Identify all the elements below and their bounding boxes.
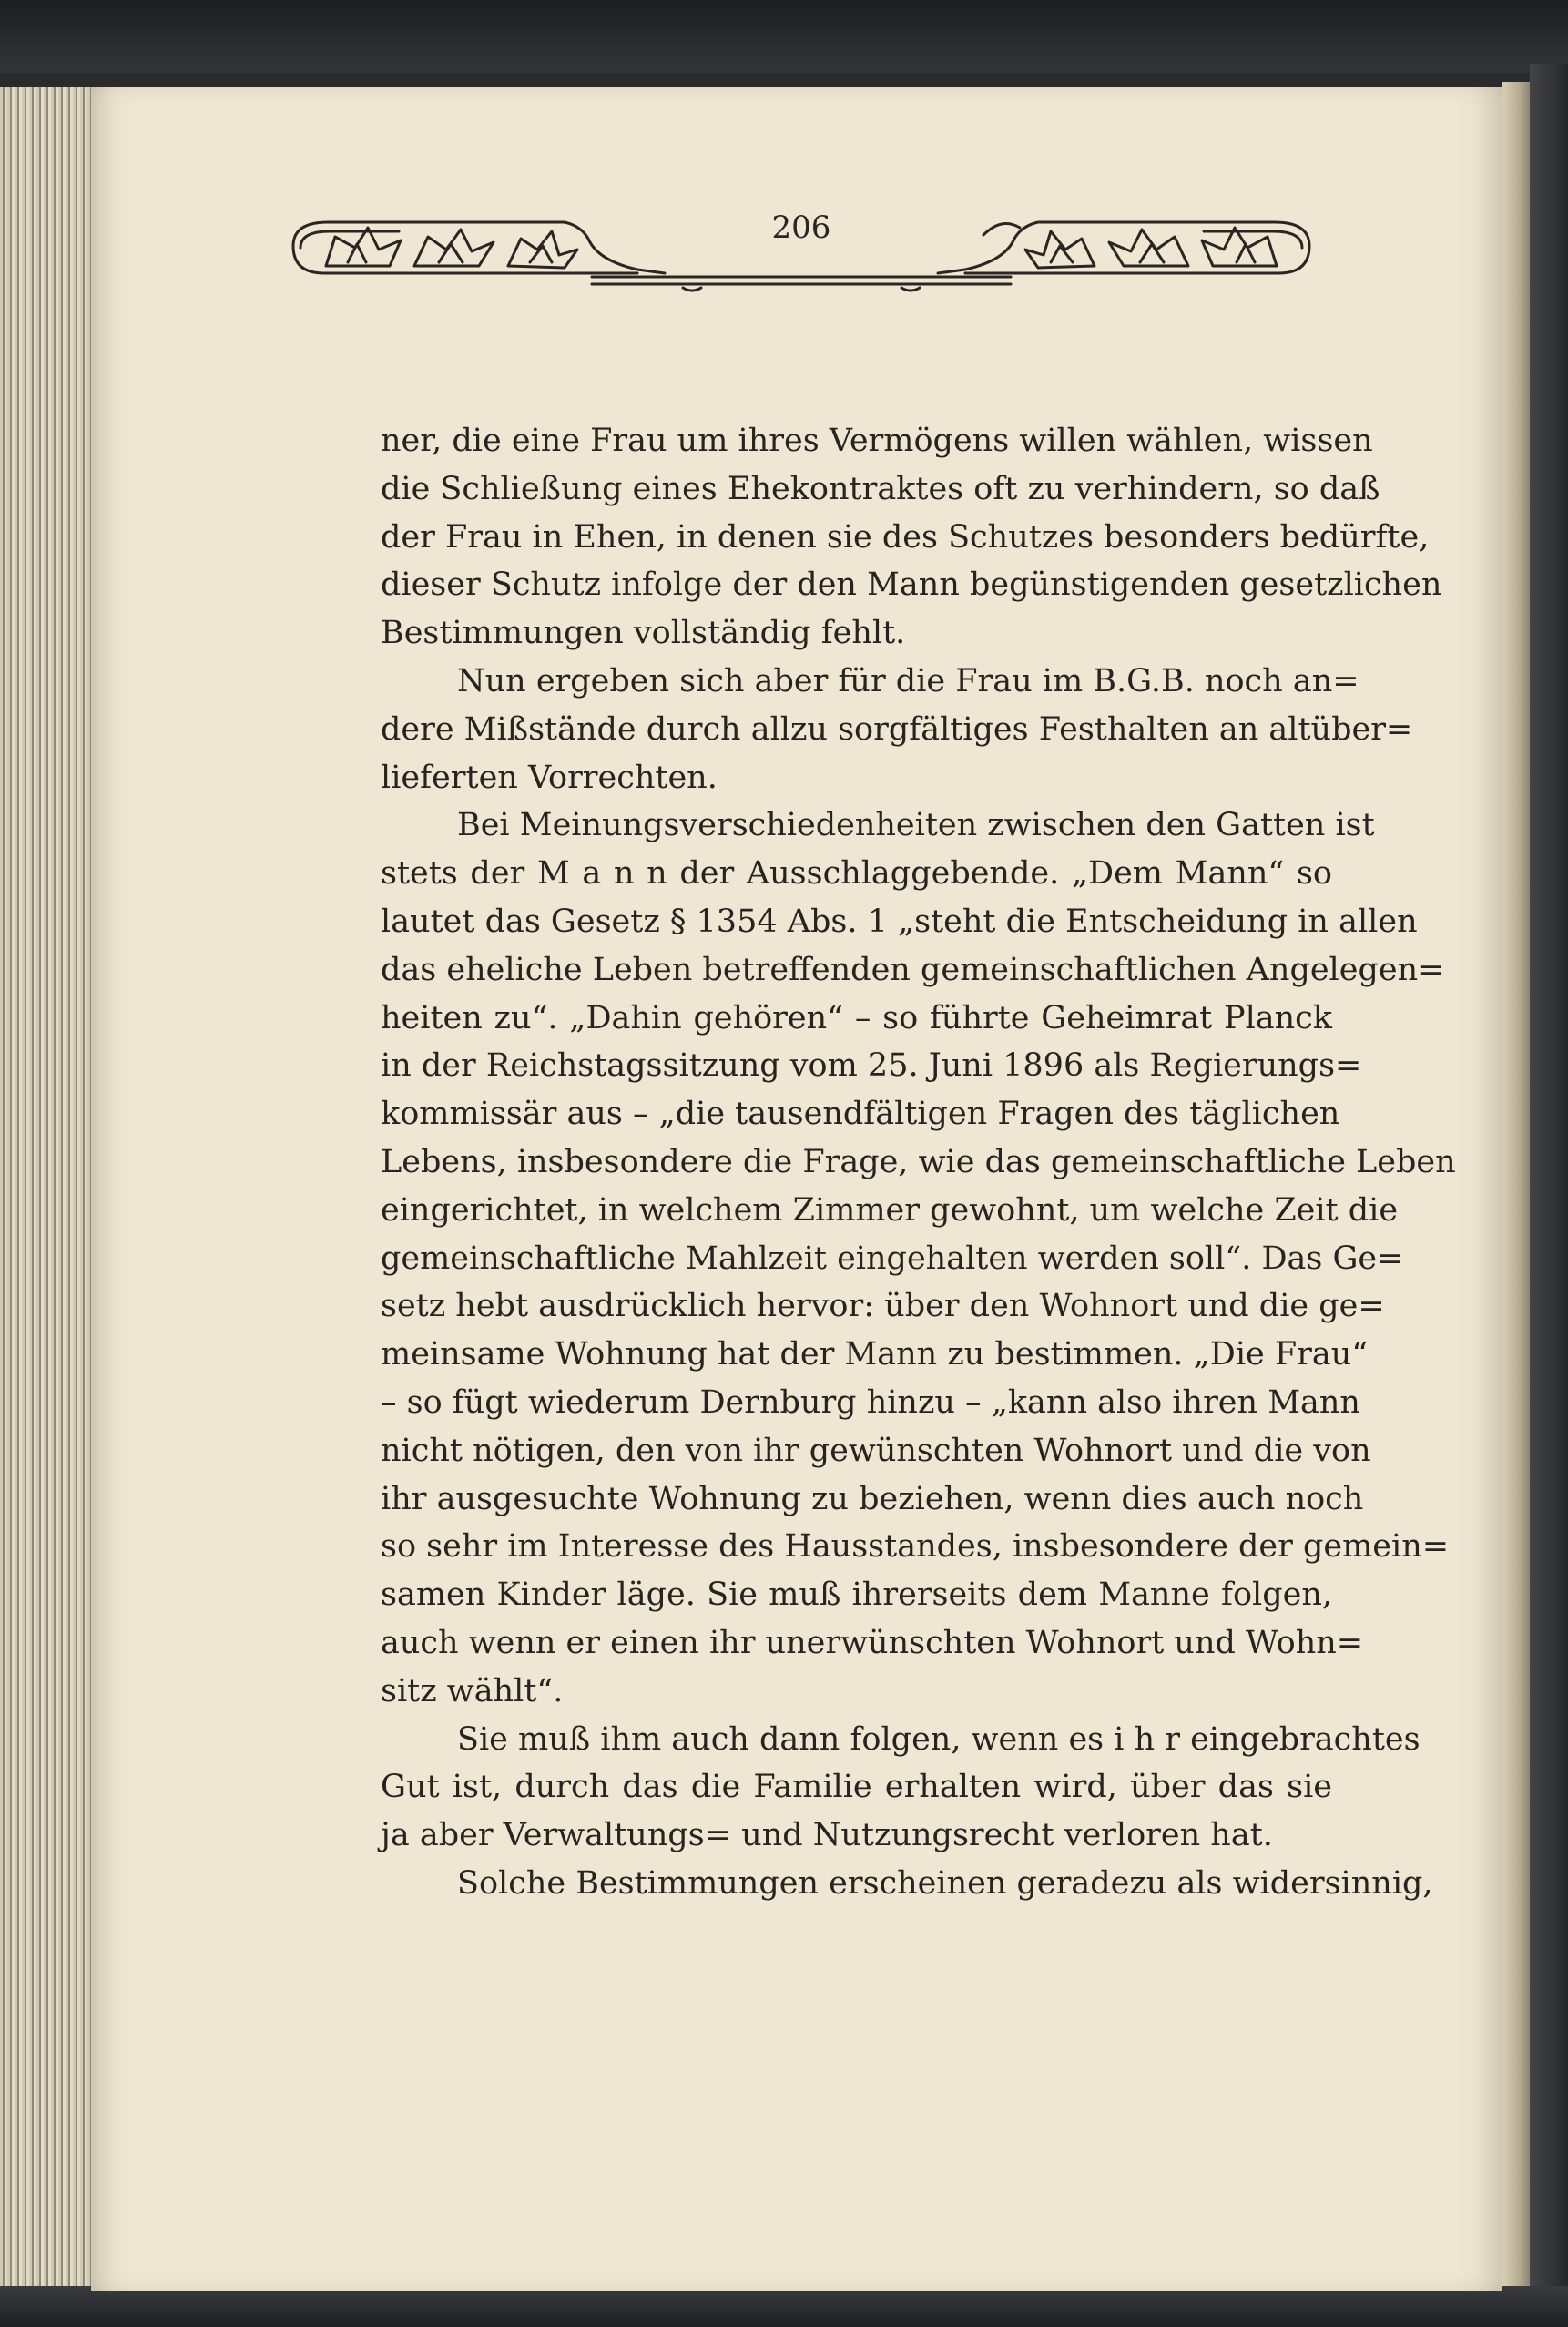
text-line: setz hebt ausdrücklich hervor: über den Wohnort und die ge= bbox=[381, 1288, 1385, 1325]
text-line: meinsame Wohnung hat der Mann zu bestimmen. „Die Frau“ bbox=[381, 1336, 1369, 1373]
text-line: Bei Meinungsverschiedenheiten zwischen den Gatten ist bbox=[457, 807, 1375, 844]
text-line: das eheliche Leben betreffenden gemeinschaftlichen Angelegen= bbox=[381, 951, 1445, 988]
text-line: Gut ist, durch das die Familie erhalten wird, über das sie bbox=[381, 1769, 1332, 1806]
body-text bbox=[381, 417, 1456, 1908]
text-line: Bestimmungen vollständig fehlt. bbox=[381, 615, 906, 652]
book-cover-top bbox=[0, 0, 1568, 73]
page-header bbox=[291, 209, 1311, 282]
text-line: gemeinschaftliche Mahlzeit eingehalten werden soll“. Das Ge= bbox=[381, 1240, 1404, 1277]
text-line: – so fügt wiederum Dernburg hinzu – „kann also ihren Mann bbox=[381, 1383, 1360, 1421]
text-line: lautet das Gesetz § 1354 Abs. 1 „steht die Entscheidung in allen bbox=[381, 903, 1418, 940]
text-line: ja aber Verwaltungs= und Nutzungsrecht verloren hat. bbox=[381, 1817, 1273, 1854]
text-line: Nun ergeben sich aber für die Frau im B.G.B. noch an= bbox=[457, 662, 1359, 699]
book-cover-right bbox=[1530, 64, 1568, 2295]
text-line: sitz wählt“. bbox=[381, 1672, 564, 1710]
text-line: ihr ausgesuchte Wohnung zu beziehen, wenn dies auch noch bbox=[381, 1480, 1364, 1517]
text-line: Solche Bestimmungen erscheinen geradezu als widersinnig, bbox=[457, 1864, 1433, 1902]
text-line: samen Kinder läge. Sie muß ihrerseits dem Manne folgen, bbox=[381, 1577, 1332, 1614]
book-cover-bottom bbox=[0, 2286, 1568, 2327]
text-line: ner, die eine Frau um ihres Vermögens willen wählen, wissen bbox=[381, 423, 1373, 459]
text-line: stets der M a n n der Ausschlaggebende. „Dem Mann“ so bbox=[381, 855, 1332, 893]
text-line: so sehr im Interesse des Hausstandes, insbesondere der gemein= bbox=[381, 1528, 1450, 1566]
text-line: lieferten Vorrechten. bbox=[381, 759, 718, 796]
text-line: die Schließung eines Ehekontraktes oft zu verhindern, so daß bbox=[381, 470, 1380, 507]
text-line: Sie muß ihm auch dann folgen, wenn es i h r eingebrachtes bbox=[457, 1720, 1420, 1758]
text-line: kommissär aus – „die tausendfältigen Fragen des täglichen bbox=[381, 1096, 1340, 1133]
text-line: eingerichtet, in welchem Zimmer gewohnt, um welche Zeit die bbox=[381, 1191, 1399, 1229]
page-number: 206 bbox=[771, 209, 831, 246]
text-line: Lebens, insbesondere die Frage, wie das gemeinschaftliche Leben bbox=[381, 1143, 1456, 1180]
text-line: heiten zu“. „Dahin gehören“ – so führte Geheimrat Planck bbox=[381, 999, 1332, 1036]
page-edges-left bbox=[0, 87, 91, 2291]
text-line: in der Reichstagssitzung vom 25. Juni 1896 als Regierungs= bbox=[381, 1047, 1362, 1085]
text-line: auch wenn er einen ihr unerwünschten Wohnort und Wohn= bbox=[381, 1624, 1364, 1661]
text-line: dere Mißstände durch allzu sorgfältiges Festhalten an altüber= bbox=[381, 710, 1413, 748]
text-line: dieser Schutz infolge der den Mann begünstigenden gesetzlichen bbox=[381, 566, 1442, 604]
next-page-edge bbox=[1502, 82, 1530, 2291]
text-line: nicht nötigen, den von ihr gewünschten Wohnort und die von bbox=[381, 1432, 1371, 1469]
text-line: der Frau in Ehen, in denen sie des Schutzes besonders bedürfte, bbox=[381, 518, 1430, 556]
